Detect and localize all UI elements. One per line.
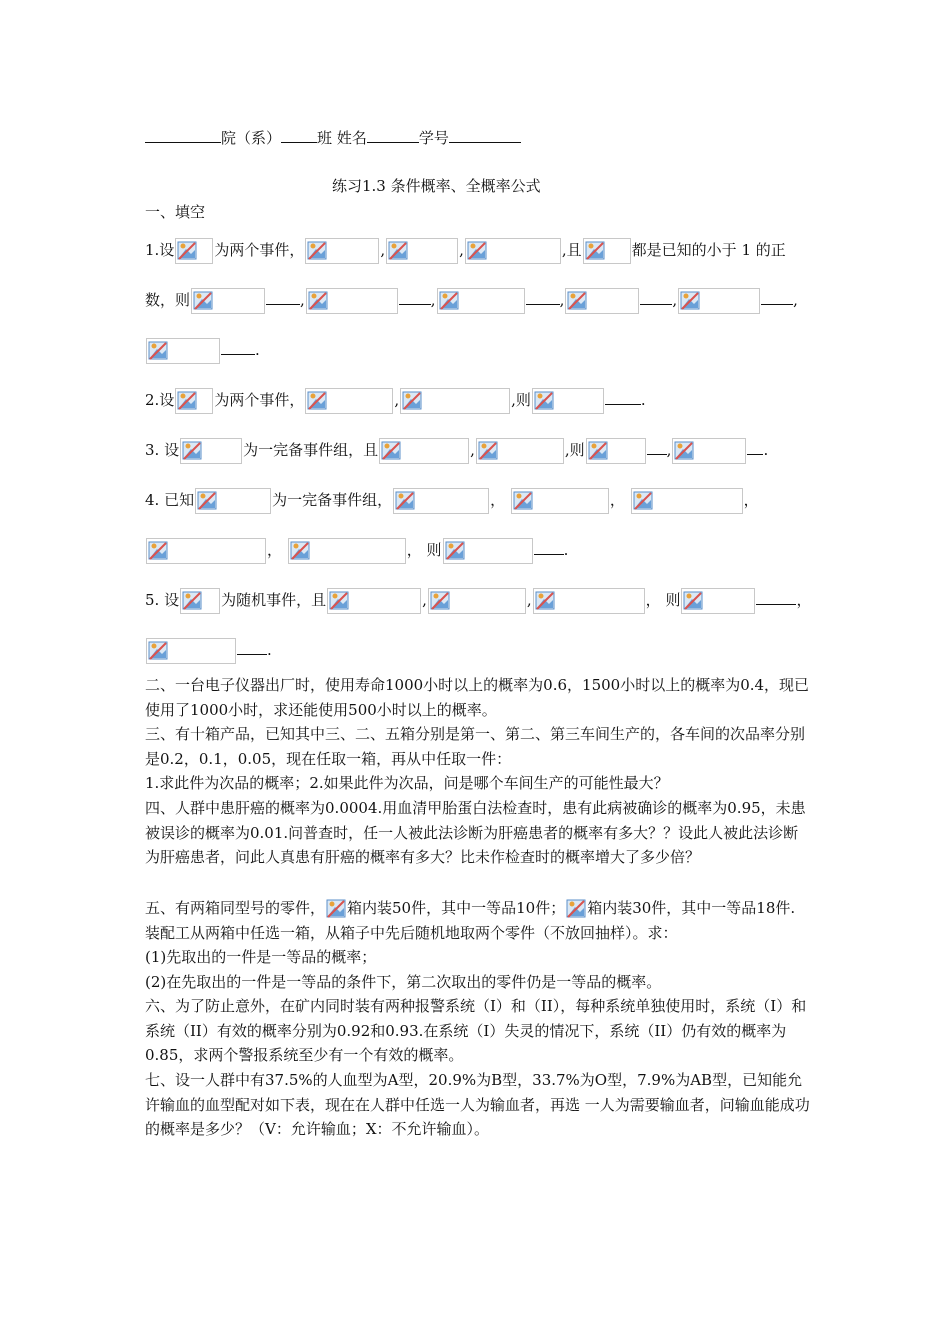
answer-blank[interactable]: [399, 290, 431, 305]
q4-text: .: [563, 541, 569, 559]
q5-text: 为随机事件，且: [221, 591, 327, 609]
problem-3-subquestions: 1.求此件为次品的概率；2.如果此件为次品，问是哪个车间生产的可能性最大？: [145, 774, 669, 792]
answer-blank[interactable]: [640, 290, 672, 305]
problem-3: 三、有十箱产品，已知其中三、二、五箱分别是第一、第二、第三车间生产的，各车间的次品率分别是0.2，0.1，0.05，现在任取一箱，再从中任取一件：: [145, 725, 806, 768]
formula-image-icon: [175, 388, 213, 414]
question-5-line-2: [145, 638, 272, 664]
problem-5-text: 箱内装30件，其中一等品18件.装配工从两箱中任选一箱，从箱子中先后随机地取两个零件（不放回抽样）。求：: [145, 899, 796, 942]
formula-image-icon: [386, 238, 458, 264]
question-5-line-1: 5. 设 为随机事件，且 , , ， 则 ，: [145, 588, 811, 614]
question-1-line-2: 数，则 , , , , ,: [145, 288, 798, 314]
answer-blank[interactable]: [221, 340, 255, 355]
formula-image-icon: [678, 288, 760, 314]
question-4-line-2: ， ， 则 .: [145, 538, 568, 564]
answer-blank[interactable]: [761, 290, 793, 305]
formula-image-icon: [566, 899, 586, 919]
q1-text: 1.设: [145, 241, 175, 259]
id-blank[interactable]: [449, 128, 521, 143]
formula-image-icon: [288, 538, 406, 564]
question-1-line-1: 1.设 为两个事件， , , ,且 都是已知的小于 1 的正: [145, 238, 786, 264]
formula-image-icon: [326, 899, 346, 919]
q5-text: ，: [796, 591, 812, 609]
problem-5-part-2: (2)在先取出的一件是一等品的条件下，第二次取出的零件仍是一等品的概率。: [145, 973, 662, 991]
q1-text: 都是已知的小于 1 的正: [631, 241, 786, 259]
class-blank[interactable]: [281, 128, 317, 143]
q2-text: 为两个事件，: [214, 391, 305, 409]
q3-text: 为一完备事件组，且: [243, 441, 379, 459]
formula-image-icon: [146, 538, 266, 564]
answer-blank[interactable]: [747, 440, 763, 455]
problem-5-part-1: (1)先取出的一件是一等品的概率；: [145, 948, 377, 966]
q5-text: .: [267, 641, 272, 659]
formula-image-icon: [305, 388, 393, 414]
answer-blank[interactable]: [605, 390, 641, 405]
q5-text: ， 则: [645, 591, 681, 609]
problem-7: 七、设一人群中有37.5%的人血型为A型，20.9%为B型，33.7%为O型，7.9%为AB型，已知能允许输血的血型配对如下表，现在在人群中任选一人为输血者，再选 一人为需要输血者，问输血能成功的概率是多少？（V：允许输血；X：不允许输血）。: [145, 1071, 810, 1138]
q3-text: 3. 设: [145, 441, 180, 459]
formula-image-icon: [393, 488, 489, 514]
formula-image-icon: [565, 288, 639, 314]
formula-image-icon: [533, 588, 645, 614]
q3-text: ,则: [564, 441, 585, 459]
formula-image-icon: [681, 588, 755, 614]
problem-5: [145, 896, 810, 945]
problem-4: 四、人群中患肝癌的概率为0.0004.用血清甲胎蛋白法检查时，患有此病被确诊的概率为0.95，未患被误诊的概率为0.01.问普查时，任一人被此法诊断为肝癌患者的概率有多大？？设此人被此法诊断为肝癌患者，问此人真患有肝癌的概率有多大？比未作检查时的概率增大了多少倍？: [145, 799, 806, 866]
q5-text: 5. 设: [145, 591, 180, 609]
formula-image-icon: [327, 588, 421, 614]
formula-image-icon: [146, 338, 220, 364]
question-1-line-3: [145, 338, 260, 364]
formula-image-icon: [437, 288, 525, 314]
q3-text: .: [763, 441, 769, 459]
q1-text: .: [255, 341, 260, 359]
q1-text: 数，则: [145, 291, 191, 309]
name-blank[interactable]: [367, 128, 419, 143]
q4-text: ， 则: [406, 541, 442, 559]
dept-blank[interactable]: [145, 128, 221, 143]
formula-image-icon: [476, 438, 564, 464]
q1-text: ,且: [561, 241, 582, 259]
answer-blank[interactable]: [756, 590, 796, 605]
q4-text: 为一完备事件组，: [272, 491, 393, 509]
problem-6: 六、为了防止意外，在矿内同时装有两种报警系统（I）和（II），每种系统单独使用时，系统（I）和系统（II）有效的概率分别为0.92和0.93.在系统（I）失灵的情况下，系统（II）仍有效的概率为0.85，求两个警报系统至少有一个有效的概率。: [145, 997, 807, 1064]
formula-image-icon: [428, 588, 526, 614]
q2-text: .: [640, 391, 646, 409]
formula-image-icon: [672, 438, 746, 464]
dept-label: 院（系）: [221, 129, 282, 147]
question-2-line: 2.设 为两个事件， , ,则 .: [145, 388, 646, 414]
id-label: 学号: [418, 129, 449, 147]
answer-blank[interactable]: [237, 640, 267, 655]
formula-image-icon: [443, 538, 533, 564]
formula-image-icon: [306, 288, 398, 314]
student-info-line: [145, 128, 521, 148]
section-heading-fill-in: 一、填空: [145, 203, 206, 221]
formula-image-icon: [305, 238, 379, 264]
question-4-line-1: 4. 已知 为一完备事件组， ， ， ，: [145, 488, 759, 514]
q4-text: 4. 已知: [145, 491, 195, 509]
page-title: 练习1.3 条件概率、全概率公式: [332, 177, 541, 195]
formula-image-icon: [175, 238, 213, 264]
formula-image-icon: [465, 238, 561, 264]
formula-image-icon: [146, 638, 236, 664]
formula-image-icon: [532, 388, 604, 414]
formula-image-icon: [583, 238, 631, 264]
q1-text: 为两个事件，: [214, 241, 305, 259]
answer-blank[interactable]: [526, 290, 560, 305]
problem-5-text: 箱内装50件，其中一等品10件；: [347, 899, 566, 917]
formula-image-icon: [180, 588, 220, 614]
q2-text: 2.设: [145, 391, 175, 409]
formula-image-icon: [180, 438, 242, 464]
problem-5-text: 五、有两箱同型号的零件，: [145, 899, 326, 917]
question-3-line: 3. 设 为一完备事件组，且 , ,则 , .: [145, 438, 768, 464]
answer-blank[interactable]: [266, 290, 300, 305]
class-label: 班: [317, 129, 333, 147]
formula-image-icon: [631, 488, 743, 514]
formula-image-icon: [191, 288, 265, 314]
formula-image-icon: [195, 488, 271, 514]
problem-2: 二、一台电子仪器出厂时，使用寿命1000小时以上的概率为0.6，1500小时以上的概率为0.4，现已使用了1000小时，求还能使用500小时以上的概率。: [145, 676, 810, 719]
q2-text: ,则: [511, 391, 531, 409]
formula-image-icon: [586, 438, 646, 464]
formula-image-icon: [379, 438, 469, 464]
answer-blank[interactable]: [534, 540, 564, 555]
name-label: 姓名: [336, 129, 367, 147]
formula-image-icon: [400, 388, 510, 414]
formula-image-icon: [511, 488, 609, 514]
answer-blank[interactable]: [647, 440, 667, 455]
